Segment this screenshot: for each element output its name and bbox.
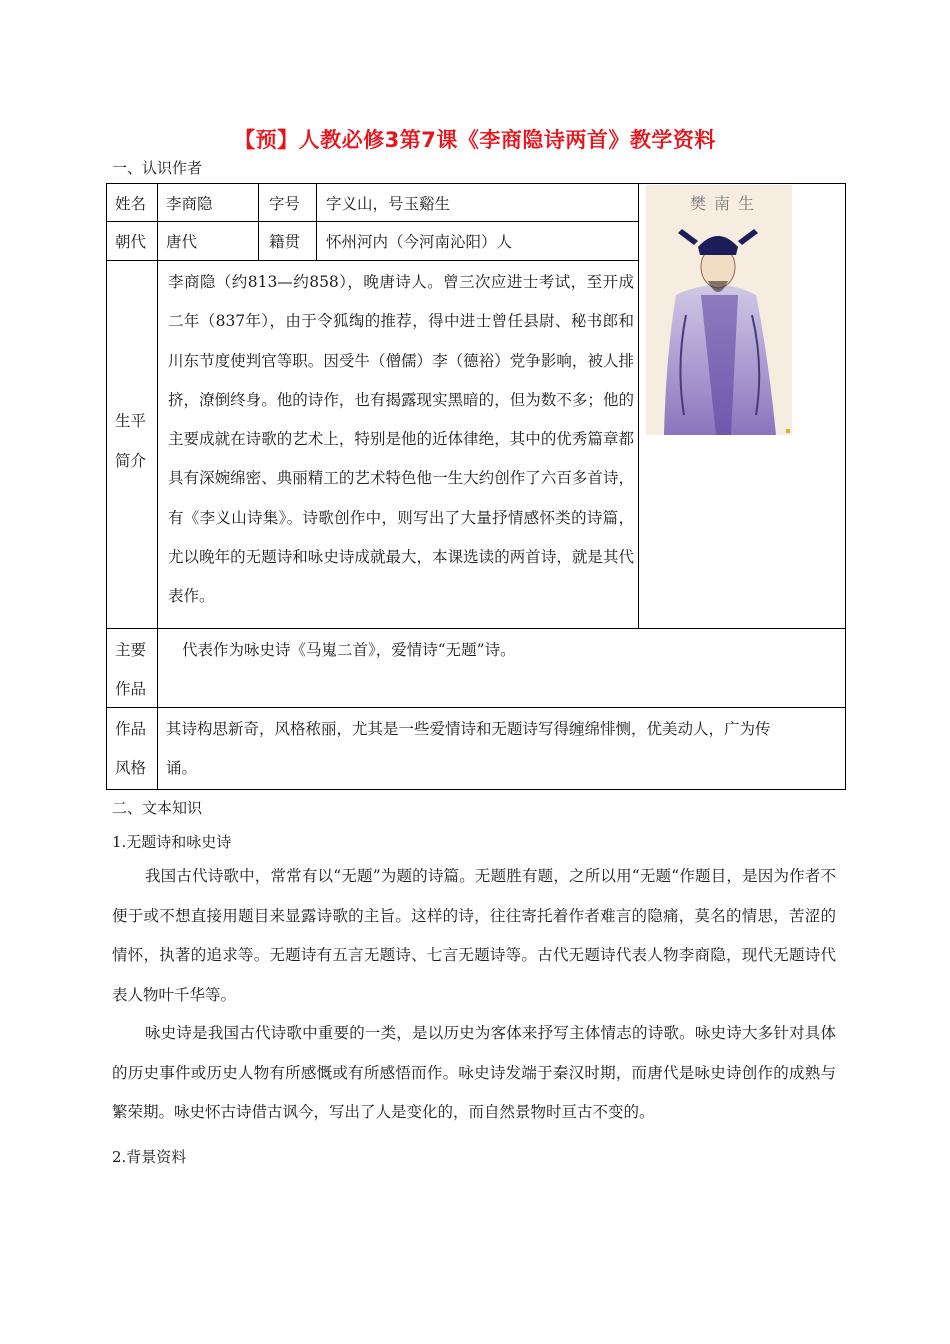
name-label: 姓名 — [115, 195, 147, 213]
origin-label: 籍贯 — [269, 233, 301, 251]
style-value-line1: 其诗构思新奇，风格秾丽，尤其是一些爱情诗和无题诗写得缠绵悱恻，优美动人，广为传 — [166, 720, 771, 738]
paragraph-untitled-poems: 我国古代诗歌中，常常有以“无题”为题的诗篇。无题胜有题，之所以用“无题“作题目，是因为作者不便于或不想直接用题目来显露诗歌的主旨。这样的诗，往往寄托着作者难言的隐痛，莫名的情思，苦涩的情怀，执著的追求等。无题诗有五言无题诗、七言无题诗等。古代无题诗代表人物李商隐，现代无题诗代表人物叶千华等。 — [112, 867, 836, 1004]
li-shangyin-portrait-image — [646, 185, 792, 435]
courtesy-name-label: 字号 — [269, 195, 301, 213]
section-heading-author: 一、认识作者 — [112, 159, 203, 177]
dynasty-value: 唐代 — [166, 233, 198, 251]
subsection-heading-background: 2.背景资料 — [112, 1148, 187, 1166]
bio-label-line1: 生平 — [115, 412, 147, 430]
origin-value: 怀州河内（今河南沁阳）人 — [326, 233, 513, 251]
subsection-heading-untitled-poems: 1.无题诗和咏史诗 — [112, 833, 232, 851]
works-label-line1: 主要 — [115, 641, 147, 659]
works-value: 代表作为咏史诗《马嵬二首》，爱情诗“无题”诗。 — [182, 641, 516, 659]
style-label-line1: 作品 — [115, 720, 147, 738]
portrait-inscription: 樊南生 — [690, 194, 763, 213]
works-label-line2: 作品 — [115, 680, 147, 698]
bio-text: 李商隐（约813—约858），晚唐诗人。曾三次应进士考试，至开成二年（837年），由于令狐绹的推荐，得中进士曾任县尉、秘书郎和川东节度使判官等职。因受牛（僧儒）李（德裕）党争影响，被人排挤，潦倒终身。他的诗作，也有揭露现实黑暗的，但为数不多；他的主要成就在诗歌的艺术上，特别是他的近体律绝，其中的优秀篇章都具有深婉绵密、典丽精工的艺术特色他一生大约创作了六百多首诗，有《李义山诗集》。诗歌创作中，则写出了大量抒情感怀类的诗篇，尤以晚年的无题诗和咏史诗成就最大，本课选读的两首诗，就是其代表作。 — [168, 273, 634, 606]
paragraph-historical-poems: 咏史诗是我国古代诗歌中重要的一类，是以历史为客体来抒写主体情志的诗歌。咏史诗大多针对具体的历史事件或历史人物有所感慨或有所感悟而作。咏史诗发端于秦汉时期，而唐代是咏史诗创作的成熟与繁荣期。咏史怀古诗借古讽今，写出了人是变化的，而自然景物时亘古不变的。 — [112, 1024, 836, 1121]
style-label-line2: 风格 — [115, 759, 147, 777]
document-title: 【预】人教必修3第7课《李商隐诗两首》教学资料 — [234, 128, 716, 152]
courtesy-name-value: 字义山，号玉谿生 — [326, 195, 451, 213]
dynasty-label: 朝代 — [115, 233, 147, 251]
name-value: 李商隐 — [166, 195, 213, 213]
section-heading-text-knowledge: 二、文本知识 — [112, 799, 203, 817]
author-info-table — [106, 183, 846, 790]
bio-label-line2: 简介 — [115, 452, 147, 470]
style-value-line2: 诵。 — [166, 759, 198, 777]
